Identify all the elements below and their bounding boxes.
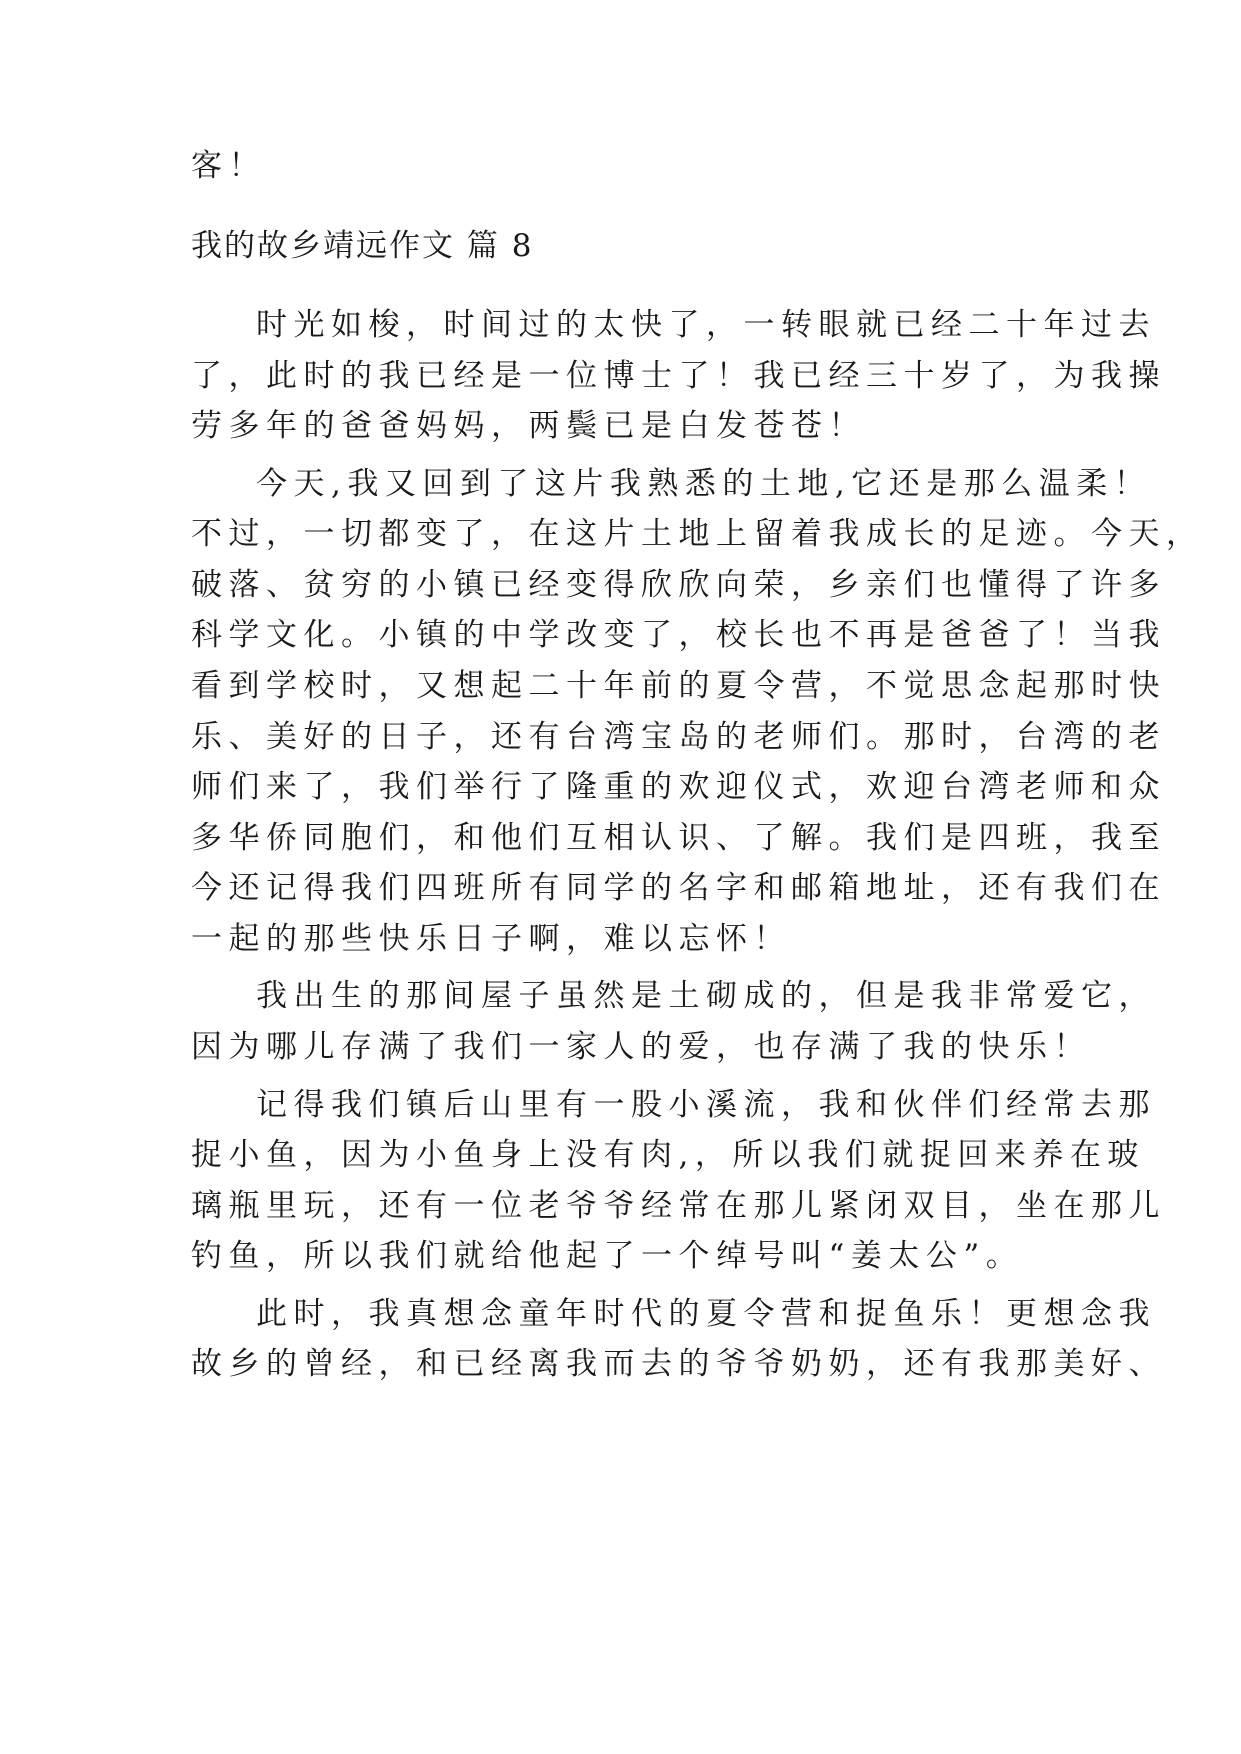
paragraph-2-line-3: 破落、贫穷的小镇已经变得欣欣向荣，乡亲们也懂得了许多 bbox=[191, 567, 1166, 603]
paragraph-4-line-2: 捉小鱼，因为小鱼身上没有肉,，所以我们就捉回来养在玻 bbox=[191, 1137, 1145, 1173]
paragraph-1-line-1: 时光如梭，时间过的太快了，一转眼就已经二十年过去 bbox=[256, 307, 1156, 343]
paragraph-2-line-9: 今还记得我们四班所有同学的名字和邮箱地址，还有我们在 bbox=[191, 870, 1166, 906]
lead-fragment: 客！ bbox=[191, 148, 266, 184]
paragraph-2-line-4: 科学文化。小镇的中学改变了，校长也不再是爸爸了！当我 bbox=[191, 617, 1166, 653]
paragraph-4-line-1: 记得我们镇后山里有一股小溪流，我和伙伴们经常去那 bbox=[256, 1087, 1156, 1123]
paragraph-2-line-1: 今天,我又回到了这片我熟悉的土地,它还是那么温柔！ bbox=[256, 466, 1152, 502]
paragraph-4-line-4: 钓鱼，所以我们就给他起了一个绰号叫“姜太公”。 bbox=[191, 1238, 1024, 1274]
paragraph-5-line-2: 故乡的曾经，和已经离我而去的爷爷奶奶，还有我那美好、 bbox=[191, 1346, 1166, 1382]
paragraph-1-line-2: 了，此时的我已经是一位博士了！我已经三十岁了，为我操 bbox=[191, 358, 1166, 394]
paragraph-2-line-5: 看到学校时，又想起二十年前的夏令营，不觉思念起那时快 bbox=[191, 668, 1166, 704]
paragraph-4-line-3: 璃瓶里玩，还有一位老爷爷经常在那儿紧闭双目，坐在那儿 bbox=[191, 1188, 1166, 1224]
paragraph-3-line-1: 我出生的那间屋子虽然是土砌成的，但是我非常爱它， bbox=[256, 978, 1156, 1014]
essay-heading: 我的故乡靖远作文 篇 8 bbox=[191, 228, 534, 264]
paragraph-2-line-7: 师们来了，我们举行了隆重的欢迎仪式，欢迎台湾老师和众 bbox=[191, 769, 1166, 805]
paragraph-2-line-2: 不过，一切都变了，在这片土地上留着我成长的足迹。今天， bbox=[191, 516, 1204, 552]
paragraph-3-line-2: 因为哪儿存满了我们一家人的爱，也存满了我的快乐！ bbox=[191, 1029, 1091, 1065]
paragraph-2-line-6: 乐、美好的日子，还有台湾宝岛的老师们。那时，台湾的老 bbox=[191, 719, 1166, 755]
paragraph-5-line-1: 此时，我真想念童年时代的夏令营和捉鱼乐！更想念我 bbox=[256, 1296, 1156, 1332]
paragraph-2-line-10: 一起的那些快乐日子啊，难以忘怀！ bbox=[191, 921, 791, 957]
paragraph-2-line-8: 多华侨同胞们，和他们互相认识、了解。我们是四班，我至 bbox=[191, 820, 1166, 856]
paragraph-1-line-3: 劳多年的爸爸妈妈，两鬓已是白发苍苍！ bbox=[191, 408, 866, 444]
